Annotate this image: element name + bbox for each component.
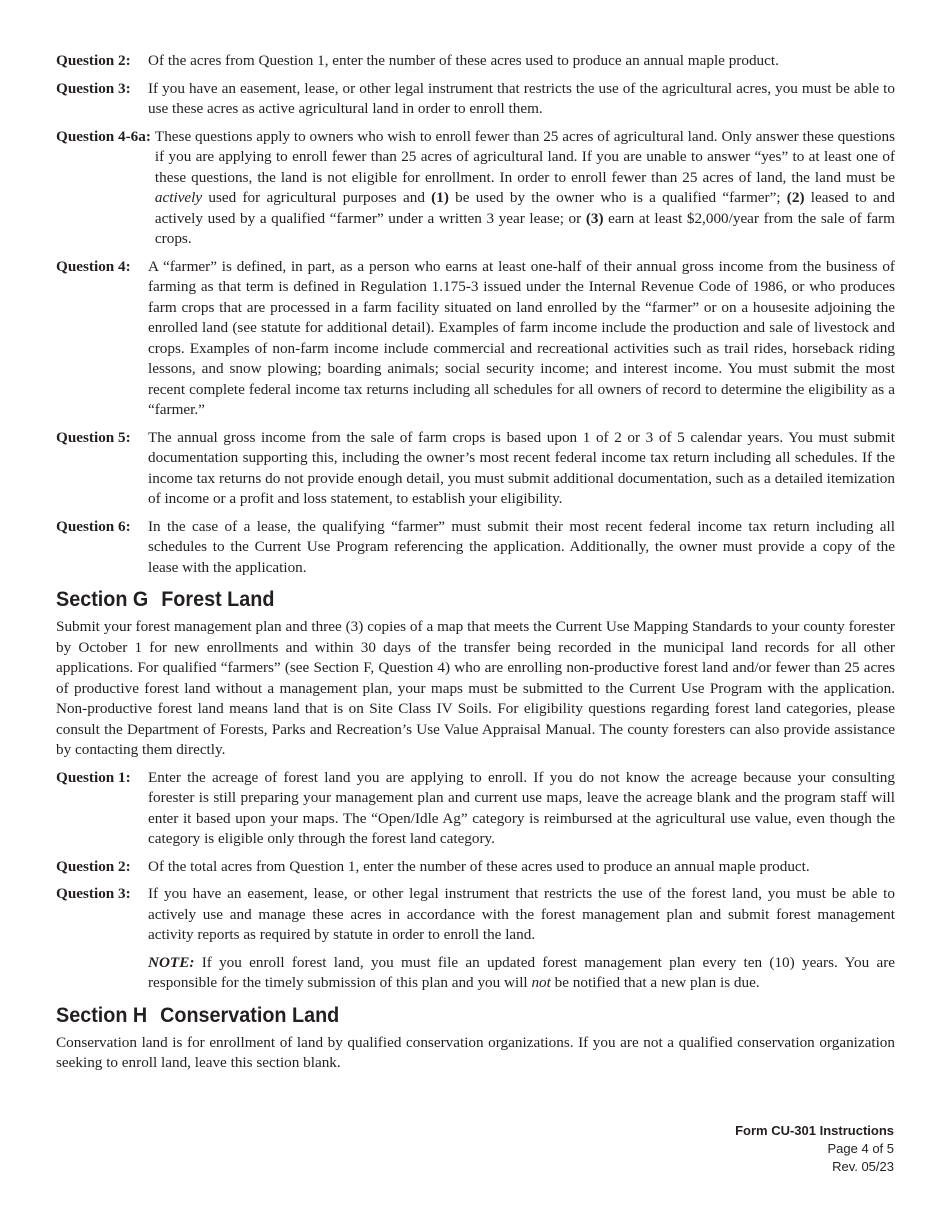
question-label: Question 2: xyxy=(56,52,131,69)
question-label: Question 4-6a: xyxy=(56,127,151,145)
section-f-question-4-6a xyxy=(56,127,895,250)
footer-form-title: Form CU-301 Instructions xyxy=(735,1123,894,1138)
text-run: If you enroll forest land, you must file an updated forest management plan every ten (10) years. You are responsible for the timely submission of this plan and you will xyxy=(148,953,895,991)
section-f-question-4 xyxy=(56,257,895,421)
footer-revision: Rev. 05/23 xyxy=(832,1159,894,1174)
section-f-question-3 xyxy=(56,79,895,120)
text-run: earn at least $2,000/year from the sale of farm crops. xyxy=(154,209,895,247)
section-g-question-1 xyxy=(56,768,895,850)
section-f-question-6 xyxy=(56,517,895,579)
question-text: A “farmer” is defined, in part, as a person who earns at least one-half of their annual gross income from the business of farming as that term is defined in Regulation 1.175-3 issued under the Internal Revenue Code of 1986, or who produces farm crops that are processed in a farm facility situated on land enrolled by the “farmer” or on a housesite adjoining the enrolled land (see statute for additional detail). Examples of farm income include the production and sale of livestock and crops. Examples of non-farm income include commercial and recreational activities such as trail rides, horseback riding lessons, and snow plowing; boarding animals; social security income; and interest income. You must submit the most recent complete federal income tax returns including all schedules for all owners of record to determine the eligibility as a “farmer.” xyxy=(148,257,895,418)
text-run: used for agricultural purposes and xyxy=(202,189,432,206)
page-footer xyxy=(735,1122,894,1176)
section-g-question-2 xyxy=(56,857,895,878)
question-text xyxy=(155,127,895,250)
text-run: be notified that a new plan is due. xyxy=(550,974,760,991)
section-label: Section G xyxy=(56,587,149,611)
question-text: The annual gross income from the sale of farm crops is based upon 1 of 2 or 3 of 5 calendar years. You must submit documentation supporting this, including the owner’s most recent federal income tax return including all schedules. If the income tax returns do not provide enough detail, you must submit additional documentation, such as a detailed itemization of income or a profit and loss statement, to establish your eligibility. xyxy=(148,428,895,507)
footer-page-number: Page 4 of 5 xyxy=(827,1141,894,1156)
emphasis-not: not xyxy=(531,974,551,991)
question-text: Of the total acres from Question 1, enter the number of these acres used to produce an annual maple product. xyxy=(148,857,810,875)
section-f-question-2 xyxy=(56,51,895,72)
section-title: Forest Land xyxy=(161,587,275,611)
emphasis-actively: actively xyxy=(154,189,203,206)
question-text: If you have an easement, lease, or other legal instrument that restricts the use of the agricultural acres, you must be able to use these acres as active agricultural land in order to enroll them. xyxy=(148,79,895,117)
section-f-question-5 xyxy=(56,428,895,510)
bold-marker-1: (1) xyxy=(431,189,449,206)
section-label: Section H xyxy=(56,1002,148,1027)
question-label: Question 6: xyxy=(56,517,131,535)
question-label: Question 1: xyxy=(56,768,131,786)
bold-marker-3: (3) xyxy=(585,209,604,227)
question-label: Question 3: xyxy=(56,79,131,97)
document-page xyxy=(56,51,895,1081)
section-g-intro: Submit your forest management plan and three (3) copies of a map that meets the Current Use Mapping Standards to your county forester by October 1 for new enrollments and within 30 days of the transfer being recorded in the municipal land records for all other applications. For qualified “farmers” (see Section F, Question 4) who are enrolling non-productive forest land and/or fewer than 25 acres of productive forest land without a management plan, your maps must be submitted to the Current Use Program with the application. Non-productive forest land means land that is on Site Class IV Soils. For eligibility questions regarding forest land categories, please consult the Department of Forests, Parks and Recreation’s Use Value Appraisal Manual. The county foresters can also provide assistance by contacting them directly. xyxy=(56,618,895,758)
note-paragraph xyxy=(148,953,895,994)
question-text: Enter the acreage of forest land you are applying to enroll. If you do not know the acreage because your consulting forester is still preparing your management plan and current use maps, leave the acreage blank and the program staff will enter it based upon your maps. The “Open/Idle Ag” category is reimbursed at the agricultural use value, even though the category is eligible only through the forest land category. xyxy=(148,768,895,847)
note-label: NOTE: xyxy=(148,953,195,971)
section-h-intro: Conservation land is for enrollment of land by qualified conservation organizations. If you are not a qualified conservation organization seeking to enroll land, leave this section blank. xyxy=(56,1033,895,1071)
section-g-heading xyxy=(56,586,828,612)
question-label: Question 3: xyxy=(56,885,131,902)
question-text: In the case of a lease, the qualifying “farmer” must submit their most recent federal income tax return including all schedules to the Current Use Program referencing the application. Additionally, the owner must provide a copy of the lease with the application. xyxy=(148,517,895,576)
question-body: If you have an easement, lease, or other legal instrument that restricts the use of the forest land, you must be able to actively use and manage these acres in accordance with the forest management plan and submit forest management activity reports as required by statute in order to enroll the land. xyxy=(148,885,895,943)
text-run: leased to and actively used by a qualified “farmer” under a written 3 year lease; or xyxy=(154,189,895,227)
question-label: Question 4: xyxy=(56,257,131,275)
section-h-heading xyxy=(56,1002,828,1028)
question-label: Question 2: xyxy=(56,857,131,875)
bold-marker-2: (2) xyxy=(786,189,805,206)
question-label: Question 5: xyxy=(56,428,131,446)
section-title: Conservation Land xyxy=(160,1002,340,1027)
text-run: be used by the owner who is a qualified “farmer”; xyxy=(448,189,787,206)
question-text xyxy=(148,884,895,994)
section-g-question-3 xyxy=(56,884,895,994)
text-run: These questions apply to owners who wish to enroll fewer than 25 acres of agricultural land. Only answer these questions if you are applying to enroll fewer than 25 acres of agricultural land. If you are unable to answer “yes” to at least one of these questions, the land is not eligible for enrollment. In order to enroll fewer than 25 acres of land, the land must be xyxy=(154,127,895,186)
question-text: Of the acres from Question 1, enter the number of these acres used to produce an annual maple product. xyxy=(148,52,779,69)
